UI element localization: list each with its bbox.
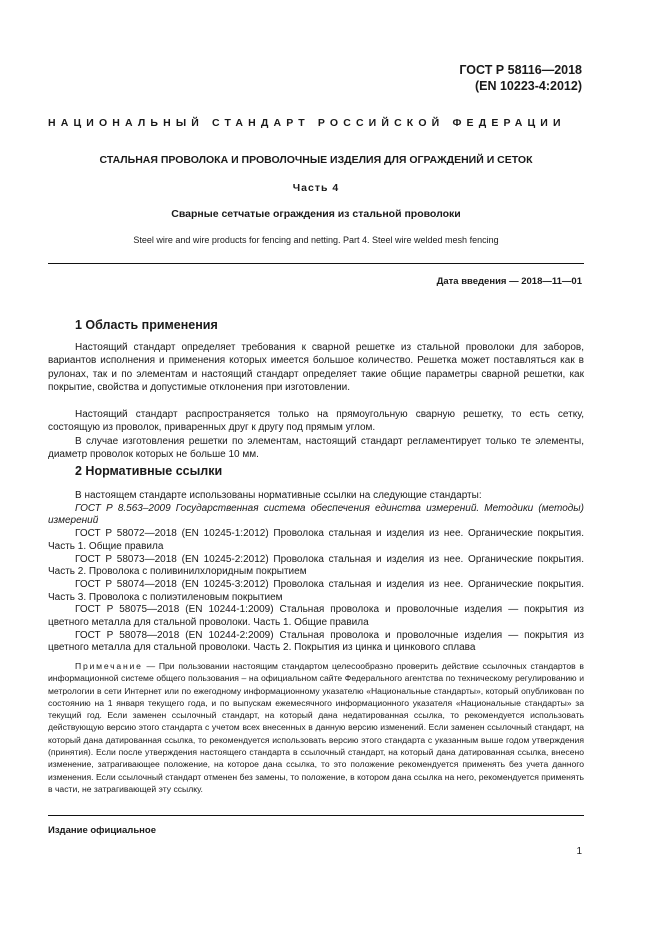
references-intro: В настоящем стандарте использованы нормативные ссылки на следующие стандарты: <box>75 490 482 501</box>
section-heading-scope: 1 Область применения <box>75 318 218 332</box>
standard-number: ГОСТ Р 58116—2018 <box>459 63 582 77</box>
reference-item <box>48 503 584 528</box>
reference-item: ГОСТ Р 58073—2018 (EN 10245-2:2012) Проволока стальная и изделия из нее. Органические покрытия. Часть 2. Проволока с поливинилхлоридным покрытием <box>48 553 584 578</box>
note-text: — При пользовании настоящим стандартом целесообразно проверить действие ссылочных стандартов в информационной системе общего пользования – на официальном сайте Федерального агентства по техническому регулированию и метрологии в сети Интернет или по ежегодному информационному указателю «Национальные стандарты», который опубликован по состоянию на 1 января текущего года, и по выпускам ежемесячного информационного указателя «Национальные стандарты» за текущий год. Если заменен ссылочный стандарт, на который дана недатированная ссылка, то рекомендуется использовать действующую версию этого стандарта с учетом всех внесенных в данную версию изменений. Если заменен ссылочный стандарт, на который дана датированная ссылка, то рекомендуется использовать версию этого стандарта с указанным выше годом утверждения (принятия). Если после утверждения настоящего стандарта в ссылочный стандарт, на который дана датированная ссылка, внесено изменение, затрагивающее положение, на которое дана ссылка, то это положение рекомендуется применять без учета данного изменения. Если ссылочный стандарт отменен без замены, то положение, в котором дана ссылка на него, рекомендуется применять в части, не затрагивающей эту ссылку. <box>48 661 584 794</box>
national-standard-banner: НАЦИОНАЛЬНЫЙ СТАНДАРТ РОССИЙСКОЙ ФЕДЕРАЦИИ <box>48 117 566 129</box>
standard-en-equivalent: (EN 10223-4:2012) <box>474 79 582 93</box>
part-label: Часть 4 <box>292 182 340 194</box>
reference-item: ГОСТ Р 58075—2018 (EN 10244-1:2009) Стальная проволока и проволочные изделия — покрытия из цветного металла для стальной проволоки. Часть 1. Общие правила <box>48 604 584 629</box>
normative-references-list <box>48 490 584 655</box>
scope-paragraph: Настоящий стандарт определяет требования к сварной решетке из стальной проволоки для заборов, вариантов исполнения и применения которых имеется большое количество. Решетка может поставляться как в рулонах, так и по элементам и настоящий стандарт определяет такие общие параметры сварной решетки, как покрытие, свойства и допустимые отклонения при изготовлении. <box>48 342 584 393</box>
header-divider <box>48 263 584 264</box>
official-edition-label: Издание официальное <box>48 825 156 836</box>
reference-item: ГОСТ Р 58074—2018 (EN 10245-3:2012) Проволока стальная и изделия из нее. Органические покрытия. Часть 3. Проволока с полиэтиленовым покрытием <box>48 578 584 603</box>
english-title: Steel wire and wire products for fencing and netting. Part 4. Steel wire welded mesh fencing <box>133 235 499 245</box>
section-heading-references: 2 Нормативные ссылки <box>75 464 223 478</box>
footer-divider <box>48 815 584 816</box>
reference-item: ГОСТ Р 58078—2018 (EN 10244-2:2009) Стальная проволока и проволочные изделия — покрытия из цветного металла для стальной проволоки. Часть 2. Покрытия из цинка и цинкового сплава <box>48 629 584 654</box>
document-subtitle: Сварные сетчатые ограждения из стальной проволоки <box>171 208 461 220</box>
reference-italic-text: ГОСТ Р 8.563–2009 Государственная система обеспечения единства измерений. Методики (методы) измерений <box>48 502 584 527</box>
scope-paragraph: Настоящий стандарт распространяется только на прямоугольную сварную решетку, то есть сетку, состоящую из проволок, приваренных друг к другу под прямым углом. <box>48 409 584 434</box>
document-title: СТАЛЬНАЯ ПРОВОЛОКА И ПРОВОЛОЧНЫЕ ИЗДЕЛИЯ ДЛЯ ОГРАЖДЕНИЙ И СЕТОК <box>99 154 533 166</box>
standard-code <box>459 62 582 94</box>
introduction-date: Дата введения — 2018—11—01 <box>436 276 582 287</box>
page-number: 1 <box>576 846 582 857</box>
scope-paragraph: В случае изготовления решетки по элементам, настоящий стандарт регламентирует только те элементы, диаметр проволок которых не больше 10 мм. <box>48 436 584 461</box>
note-label: Примечание <box>75 661 143 671</box>
reference-item: ГОСТ Р 58072—2018 (EN 10245-1:2012) Проволока стальная и изделия из нее. Органические покрытия. Часть 1. Общие правила <box>48 528 584 552</box>
note-paragraph <box>48 660 584 795</box>
